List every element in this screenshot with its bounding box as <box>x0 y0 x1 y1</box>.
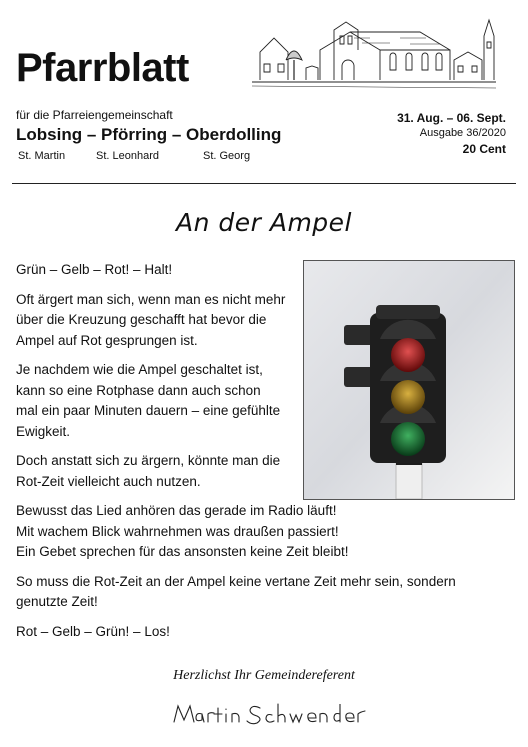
article-paragraph: So muss die Rot-Zeit an der Ampel keine vertane Zeit mehr sein, sondern genutzte Zeit! <box>16 573 456 609</box>
issue-info <box>397 110 506 157</box>
saint-name: St. Leonhard <box>96 150 159 162</box>
article-list <box>16 501 496 563</box>
article-paragraph: Grün – Gelb – Rot! – Halt! <box>16 262 173 277</box>
green-light <box>391 422 425 456</box>
red-light <box>391 338 425 372</box>
newsletter-title: Pfarrblatt <box>16 46 189 90</box>
article-body <box>16 260 456 651</box>
list-line: Bewusst das Lied anhören das gerade im Radio läuft! <box>16 503 337 518</box>
parish-names: Lobsing – Pförring – Oberdolling <box>16 125 282 144</box>
article-paragraph: Oft ärgert man sich, wenn man es nicht mehr über die Kreuzung geschafft hat bevor die Ampel auf Rot gesprungen ist. <box>16 291 286 348</box>
parish-saints <box>18 150 278 164</box>
newsletter-subtitle: für die Pfarreiengemeinschaft <box>16 108 173 122</box>
handwritten-signature <box>168 696 368 730</box>
issue-price: 20 Cent <box>462 142 506 157</box>
issue-number: Ausgabe 36/2020 <box>419 127 506 140</box>
list-line: Ein Gebet sprechen für das ansonsten keine Zeit bleibt! <box>16 544 349 559</box>
article-paragraph: Doch anstatt sich zu ärgern, könnte man die Rot-Zeit vielleicht auch nutzen. <box>16 453 281 489</box>
yellow-light <box>391 380 425 414</box>
list-line: Mit wachem Blick wahrnehmen was draußen passiert! <box>16 523 339 539</box>
issue-dates: 31. Aug. – 06. Sept. <box>397 111 506 125</box>
article-final-line: Rot – Gelb – Grün! – Los! <box>16 623 170 639</box>
article-headline: An der Ampel <box>175 208 353 237</box>
closing-greeting: Herzlichst Ihr Gemeindereferent <box>173 668 355 683</box>
church-sketch-illustration <box>250 16 498 94</box>
article-paragraph: Je nachdem wie die Ampel geschaltet ist, kann so eine Rotphase dann auch schon mal ein paar Minuten dauern – eine gefühlte Ewigkeit. <box>16 362 281 439</box>
saint-name: St. Georg <box>203 150 251 162</box>
saint-name: St. Martin <box>18 150 66 162</box>
header-divider <box>12 183 516 184</box>
